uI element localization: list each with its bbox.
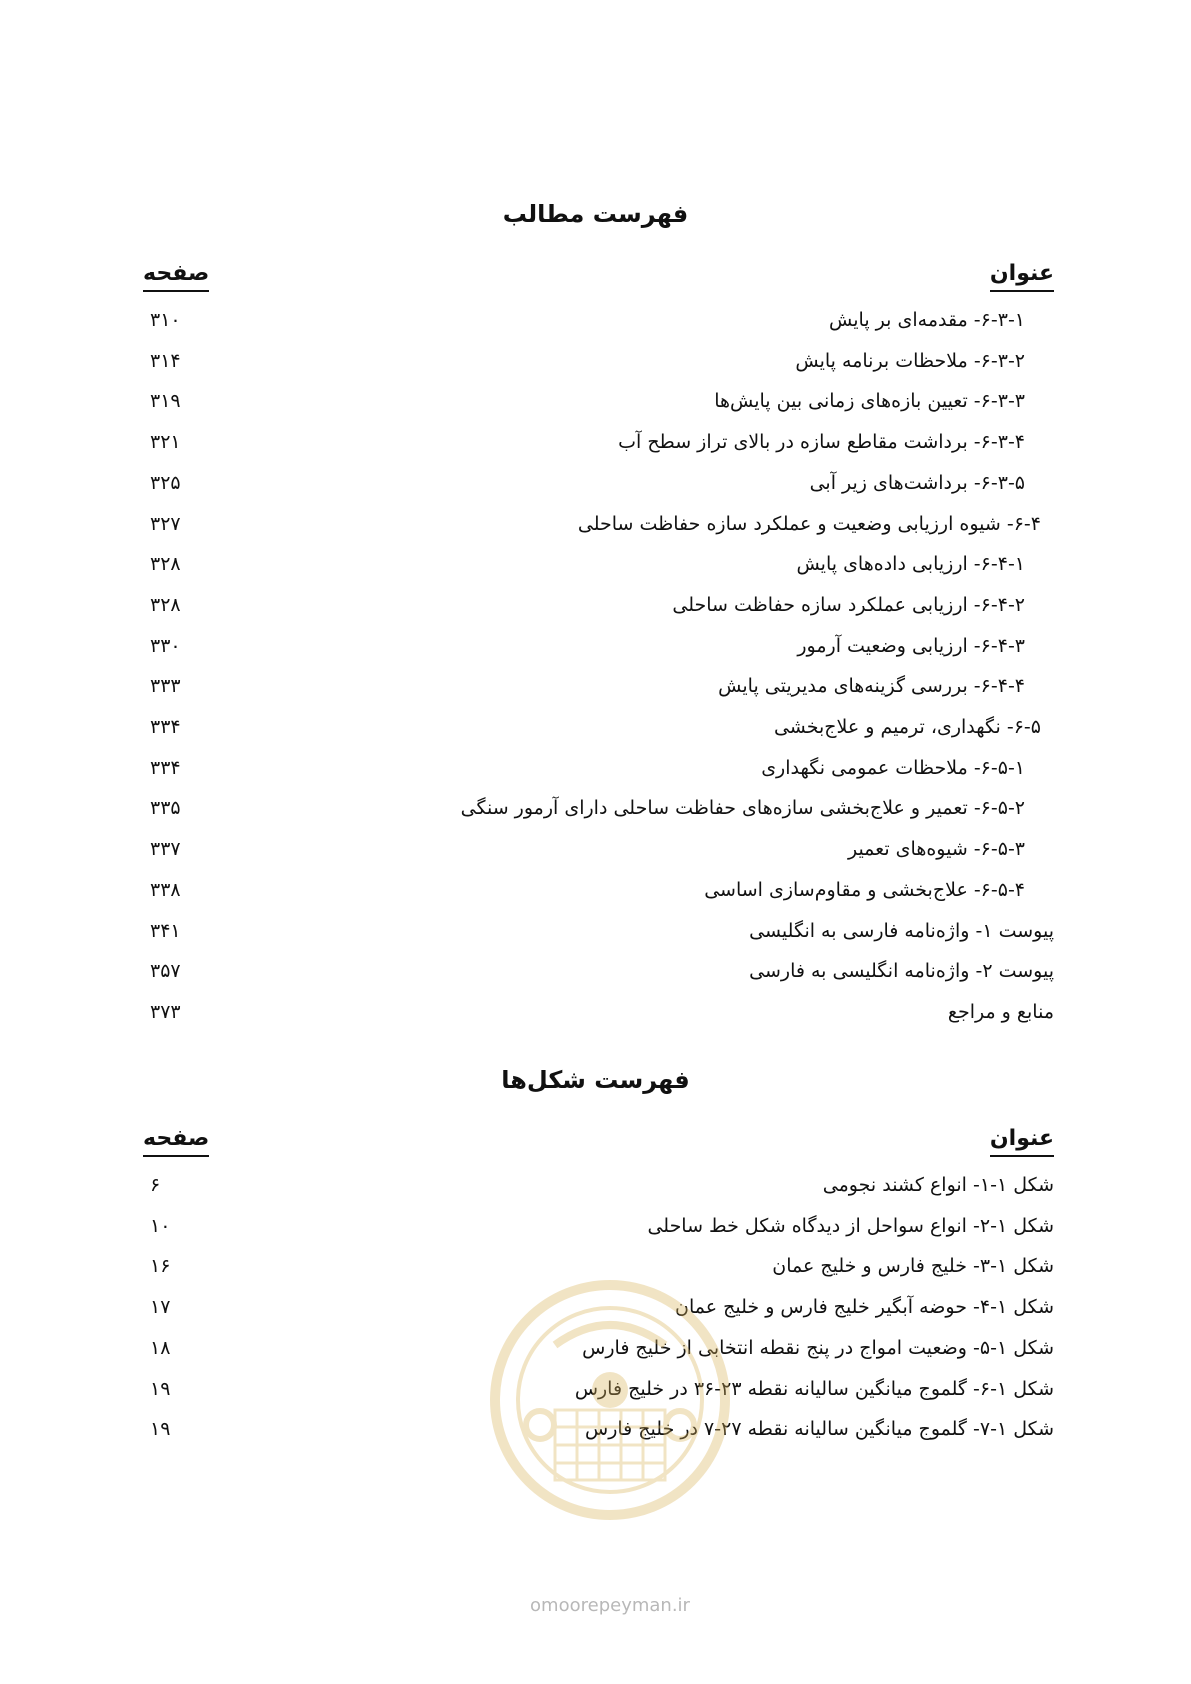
toc-entry-title: ۶-۵- نگهداری، ترمیم و علاج‌بخشی	[773, 716, 1041, 738]
toc-entry	[0, 909, 1191, 953]
toc-header-title: عنوان	[990, 260, 1054, 292]
figures-header-title: عنوان	[990, 1125, 1054, 1157]
figure-entry-title: شکل ۱-۱- انواع کشند نجومی	[822, 1174, 1054, 1196]
toc-entry-title: ۶-۳-۱- مقدمه‌ای بر پایش	[829, 309, 1025, 331]
toc-entry-page: ۳۳۴	[150, 756, 181, 779]
figure-entry-page: ۱۶	[150, 1255, 171, 1278]
toc-entry-title: ۶-۳-۴- برداشت مقاطع سازه در بالای تراز سطح آب	[618, 431, 1025, 454]
toc-entry	[0, 542, 1191, 586]
toc-entry	[0, 298, 1191, 342]
toc-entry	[0, 583, 1191, 627]
figure-entry-title: شکل ۱-۲- انواع سواحل از دیدگاه شکل خط ساحلی	[647, 1214, 1054, 1237]
toc-entry-page: ۳۲۸	[150, 553, 181, 576]
watermark-url: omoorepeyman.ir	[530, 1595, 690, 1616]
toc-entry	[0, 461, 1191, 505]
figure-entry-page: ۱۸	[150, 1336, 171, 1359]
toc-header-page: صفحه	[143, 260, 209, 292]
toc-entry	[0, 786, 1191, 830]
figures-title: فهرست شکل‌ها	[501, 1066, 690, 1094]
toc-entry	[0, 746, 1191, 790]
figure-entry-title: شکل ۱-۳- خلیج فارس و خلیج عمان	[772, 1255, 1054, 1278]
toc-entry-page: ۳۲۵	[150, 471, 181, 494]
figure-entry-title: شکل ۱-۴- حوضه آبگیر خلیج فارس و خلیج عمان	[675, 1296, 1054, 1319]
toc-entry	[0, 868, 1191, 912]
toc-entry-page: ۳۱۴	[150, 349, 181, 372]
toc-entry-page: ۳۵۷	[150, 960, 181, 983]
figure-entry-title: شکل ۱-۵- وضعیت امواج در پنج نقطه انتخابی از خلیج فارس	[582, 1336, 1054, 1359]
toc-entry-page: ۳۱۹	[150, 390, 181, 413]
toc-entry	[0, 949, 1191, 993]
toc-entry-page: ۳۲۷	[150, 512, 181, 535]
toc-entry	[0, 420, 1191, 464]
figures-header-page: صفحه	[143, 1125, 209, 1157]
toc-entry	[0, 339, 1191, 383]
toc-entry-page: ۳۳۸	[150, 878, 181, 901]
figure-entry-page: ۱۰	[150, 1214, 171, 1237]
toc-entry-title: ۶-۴-۳- ارزیابی وضعیت آرمور	[797, 634, 1025, 657]
toc-entry-page: ۳۳۳	[150, 675, 181, 698]
toc-entry-title: ۶-۵-۴- علاج‌بخشی و مقاوم‌سازی اساسی	[704, 878, 1025, 901]
figure-entry-title: شکل ۱-۶- گلموج میانگین سالیانه نقطه ۲۳-۳۶ در خلیج فارس	[574, 1377, 1054, 1400]
toc-entry-title: ۶-۳-۳- تعیین بازه‌های زمانی بین پایش‌ها	[714, 390, 1025, 413]
toc-entry	[0, 705, 1191, 749]
toc-entry-title: ۶-۴-۱- ارزیابی داده‌های پایش	[796, 553, 1025, 576]
toc-entry-title: ۶-۵-۲- تعمیر و علاج‌بخشی سازه‌های حفاظت ساحلی دارای آرمور سنگی	[460, 797, 1025, 820]
toc-entry-title: ۶-۴-۲- ارزیابی عملکرد سازه حفاظت ساحلی	[672, 593, 1025, 616]
toc-entry-title: منابع و مراجع	[947, 1000, 1054, 1023]
toc-entry-title: ۶-۳-۲- ملاحظات برنامه پایش	[795, 349, 1025, 372]
figure-entry	[0, 1204, 1191, 1248]
figure-entry-page: ۱۹	[150, 1377, 171, 1400]
toc-entry-title: پیوست ۲- واژه‌نامه انگلیسی به فارسی	[749, 960, 1054, 983]
toc-entry	[0, 827, 1191, 871]
toc-entry-page: ۳۲۸	[150, 593, 181, 616]
toc-entry	[0, 664, 1191, 708]
toc-entry-page: ۳۷۳	[150, 1000, 181, 1023]
toc-entry-title: ۶-۴- شیوه ارزیابی وضعیت و عملکرد سازه حفاظت ساحلی	[577, 512, 1041, 535]
toc-entry-page: ۳۲۱	[150, 431, 181, 454]
toc-entry-title: ۶-۵-۳- شیوه‌های تعمیر	[847, 838, 1025, 861]
toc-entry-page: ۳۱۰	[150, 309, 181, 331]
figure-entry	[0, 1163, 1191, 1207]
toc-entry-page: ۳۳۷	[150, 838, 181, 861]
toc-entry-page: ۳۳۰	[150, 634, 181, 657]
toc-entry	[0, 990, 1191, 1034]
toc-entry-page: ۳۳۵	[150, 797, 181, 820]
watermark-logo-icon	[485, 1275, 735, 1535]
toc-title: فهرست مطالب	[502, 200, 689, 228]
toc-entry-title: پیوست ۱- واژه‌نامه فارسی به انگلیسی	[749, 919, 1054, 942]
toc-entry	[0, 502, 1191, 546]
figure-entry-page: ۱۷	[150, 1296, 171, 1319]
toc-entry	[0, 624, 1191, 668]
figure-entry-title: شکل ۱-۷- گلموج میانگین سالیانه نقطه ۲۷-۷ در خلیج فارس	[585, 1418, 1054, 1441]
figure-entry-page: ۶	[150, 1174, 161, 1196]
toc-entry	[0, 379, 1191, 423]
toc-entry-title: ۶-۴-۴- بررسی گزینه‌های مدیریتی پایش	[718, 675, 1025, 698]
toc-entry-page: ۳۳۴	[150, 716, 181, 738]
toc-entry-page: ۳۴۱	[150, 919, 181, 942]
toc-entry-title: ۶-۵-۱- ملاحظات عمومی نگهداری	[761, 756, 1025, 779]
toc-entry-title: ۶-۳-۵- برداشت‌های زیر آبی	[809, 471, 1025, 494]
figure-entry-page: ۱۹	[150, 1418, 171, 1441]
